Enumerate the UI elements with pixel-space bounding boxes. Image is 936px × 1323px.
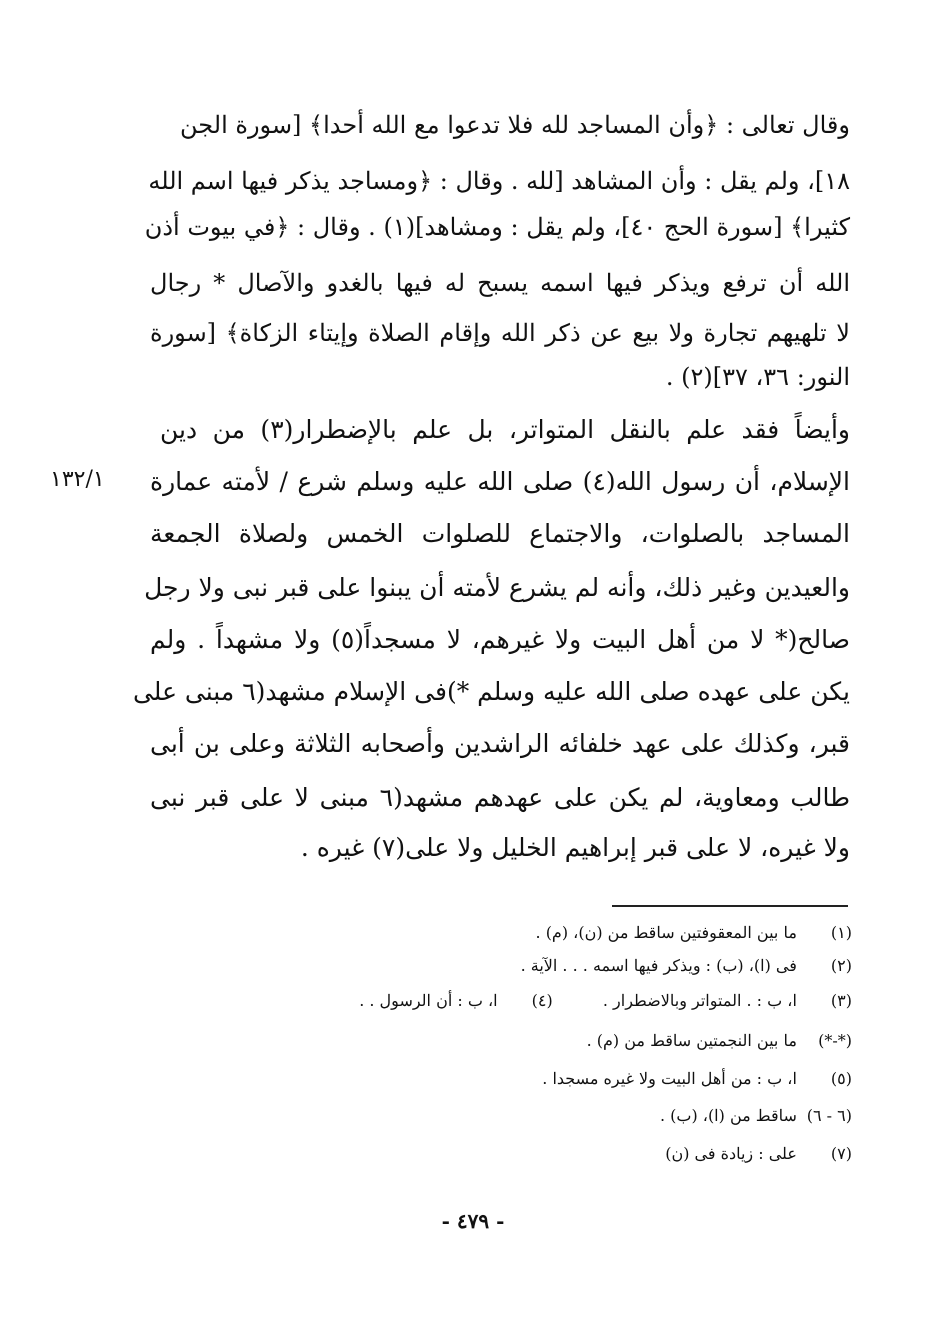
footnote-text: ما بين المعقوفتين ساقط من (ن)، (م) . bbox=[535, 923, 797, 942]
footnote-number: (٧) bbox=[830, 1144, 852, 1163]
page-number: - ٤٧٩ - bbox=[441, 1209, 505, 1233]
margin-reference: ١٣٢/١ bbox=[50, 467, 105, 492]
footnote bbox=[521, 955, 852, 977]
body-line: وأيضاً فقد علم بالنقل المتواتر، بل علم بالإضطرار(٣) من دين bbox=[160, 415, 850, 444]
footnote bbox=[536, 922, 852, 944]
footnote-number: (٤) bbox=[531, 991, 553, 1010]
body-line: قبر، وكذلك على عهد خلفائه الراشدين وأصحابه الثلاثة وعلى بن أبى bbox=[150, 729, 850, 758]
footnote-text: ما بين النجمتين ساقط من (م) . bbox=[586, 1031, 797, 1050]
body-line: لا تلهيهم تجارة ولا بيع عن ذكر الله وإقام الصلاة وإيتاء الزكاة﴾ [سورة bbox=[150, 319, 850, 347]
footnote-text: على : زيادة فى (ن) bbox=[665, 1144, 797, 1163]
footnote bbox=[665, 1143, 852, 1165]
footnote bbox=[542, 1068, 852, 1090]
body-line: المساجد بالصلوات، والاجتماع للصلوات الخمس ولصلاة الجمعة bbox=[150, 519, 850, 548]
body-line: والعيدين وغير ذلك، وأنه لم يشرع لأمته أن يبنوا على قبر نبى ولا رجل bbox=[144, 573, 850, 602]
footnote bbox=[660, 1105, 852, 1127]
body-line: النور: ٣٦، ٣٧](٢) . bbox=[665, 363, 850, 391]
body-line: طالب ومعاوية، لم يكن على عهدهم مشهد(٦ مبنى لا على قبر نبى bbox=[150, 783, 850, 812]
footnote-text: ساقط من (ا)، (ب) . bbox=[659, 1106, 797, 1125]
footnote-text: فى (ا)، (ب) : ويذكر فيها اسمه . . . الآية . bbox=[520, 956, 797, 975]
body-line: وقال تعالى : ﴿وأن المساجد لله فلا تدعوا مع الله أحدا﴾ [سورة الجن bbox=[180, 111, 850, 139]
footnote bbox=[359, 990, 852, 1012]
body-line: الله أن ترفع ويذكر فيها اسمه يسبح له فيها بالغدو والآصال * رجال bbox=[150, 269, 850, 297]
footnote-text: ا، ب : أن الرسول . . bbox=[359, 991, 498, 1010]
footnote-number: (٣) bbox=[830, 991, 852, 1010]
body-line: يكن على عهده صلى الله عليه وسلم *)فى الإسلام مشهد(٦ مبنى على bbox=[132, 677, 850, 706]
footnote-number: (*-*) bbox=[818, 1031, 852, 1050]
footnote bbox=[587, 1030, 852, 1052]
body-line: ولا غيره، لا على قبر إبراهيم الخليل ولا على(٧) غيره . bbox=[300, 833, 850, 862]
footnote-number: (٦ - ٦) bbox=[806, 1106, 852, 1125]
body-line: ١٨]، ولم يقل : وأن المشاهد [لله . وقال : ﴿ومساجد يذكر فيها اسم الله bbox=[148, 167, 850, 195]
footnote-text: ا، ب : . المتواتر وبالاضطرار . bbox=[602, 991, 797, 1010]
footnote-number: (٥) bbox=[830, 1069, 852, 1088]
footnote-text: ا، ب : من أهل البيت ولا غيره مسجدا . bbox=[542, 1069, 797, 1088]
body-line: الإسلام، أن رسول الله(٤) صلى الله عليه وسلم شرع / لأمته عمارة bbox=[150, 467, 850, 496]
footnote-number: (٢) bbox=[830, 956, 852, 975]
body-line: صالح(* لا من أهل البيت ولا غيرهم، لا مسجداً(٥) ولا مشهداً . ولم bbox=[150, 625, 850, 654]
footnote-divider bbox=[612, 905, 848, 907]
footnote-number: (١) bbox=[830, 923, 852, 942]
body-line: كثيرا﴾ [سورة الحج ٤٠]، ولم يقل : ومشاهد](١) . وقال : ﴿في بيوت أذن bbox=[144, 213, 850, 241]
